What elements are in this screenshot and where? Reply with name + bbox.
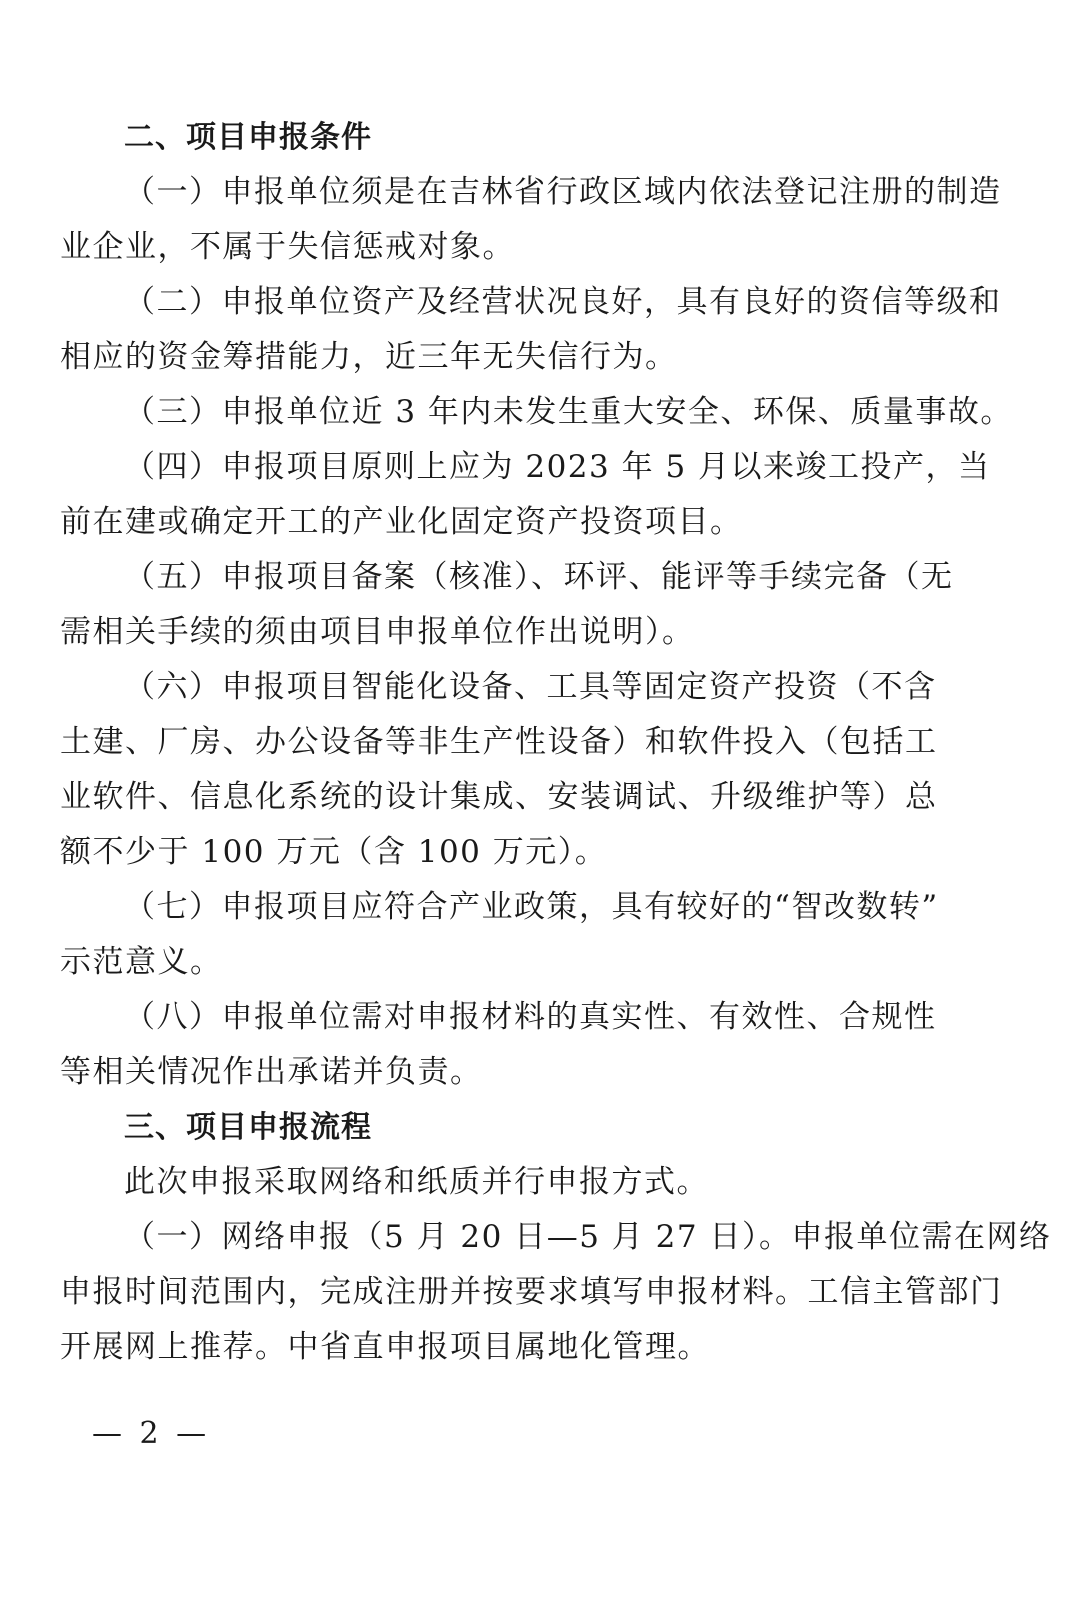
paragraph-line: 需相关手续的须由项目申报单位作出说明）。 [60, 614, 695, 650]
paragraph-line: 业企业，不属于失信惩戒对象。 [60, 229, 515, 265]
paragraph-line: （二）申报单位资产及经营状况良好，具有良好的资信等级和 [124, 284, 1002, 320]
paragraph-line: 业软件、信息化系统的设计集成、安装调试、升级维护等）总 [60, 779, 938, 815]
paragraph-line: 额不少于 100 万元（含 100 万元）。 [60, 834, 608, 870]
paragraph-line: （六）申报项目智能化设备、工具等固定资产投资（不含 [124, 669, 937, 705]
paragraph-line: 此次申报采取网络和纸质并行申报方式。 [124, 1164, 709, 1200]
paragraph-line: 前在建或确定开工的产业化固定资产投资项目。 [60, 504, 743, 540]
paragraph-line: （三）申报单位近 3 年内未发生重大安全、环保、质量事故。 [124, 394, 1013, 430]
paragraph-line: 申报时间范围内，完成注册并按要求填写申报材料。工信主管部门 [60, 1274, 1003, 1310]
section-heading-conditions: 二、项目申报条件 [124, 120, 372, 155]
paragraph-line: 示范意义。 [60, 944, 223, 980]
paragraph-line: （七）申报项目应符合产业政策，具有较好的“智改数转” [124, 889, 939, 925]
paragraph-line: （八）申报单位需对申报材料的真实性、有效性、合规性 [124, 999, 937, 1035]
page-number: — 2 — [92, 1416, 211, 1451]
section-heading-process: 三、项目申报流程 [124, 1110, 372, 1145]
paragraph-line: （一）网络申报（5 月 20 日—5 月 27 日）。申报单位需在网络 [124, 1219, 1052, 1255]
paragraph-line: 等相关情况作出承诺并负责。 [60, 1054, 483, 1090]
paragraph-line: 相应的资金筹措能力，近三年无失信行为。 [60, 339, 678, 375]
paragraph-line: 开展网上推荐。中省直申报项目属地化管理。 [60, 1329, 710, 1365]
paragraph-line: （五）申报项目备案（核准）、环评、能评等手续完备（无 [124, 559, 954, 595]
document-body [60, 110, 1052, 1375]
paragraph-line: （一）申报单位须是在吉林省行政区域内依法登记注册的制造 [124, 174, 1002, 210]
paragraph-line: （四）申报项目原则上应为 2023 年 5 月以来竣工投产，当 [124, 449, 991, 485]
paragraph-line: 土建、厂房、办公设备等非生产性设备）和软件投入（包括工 [60, 724, 938, 760]
